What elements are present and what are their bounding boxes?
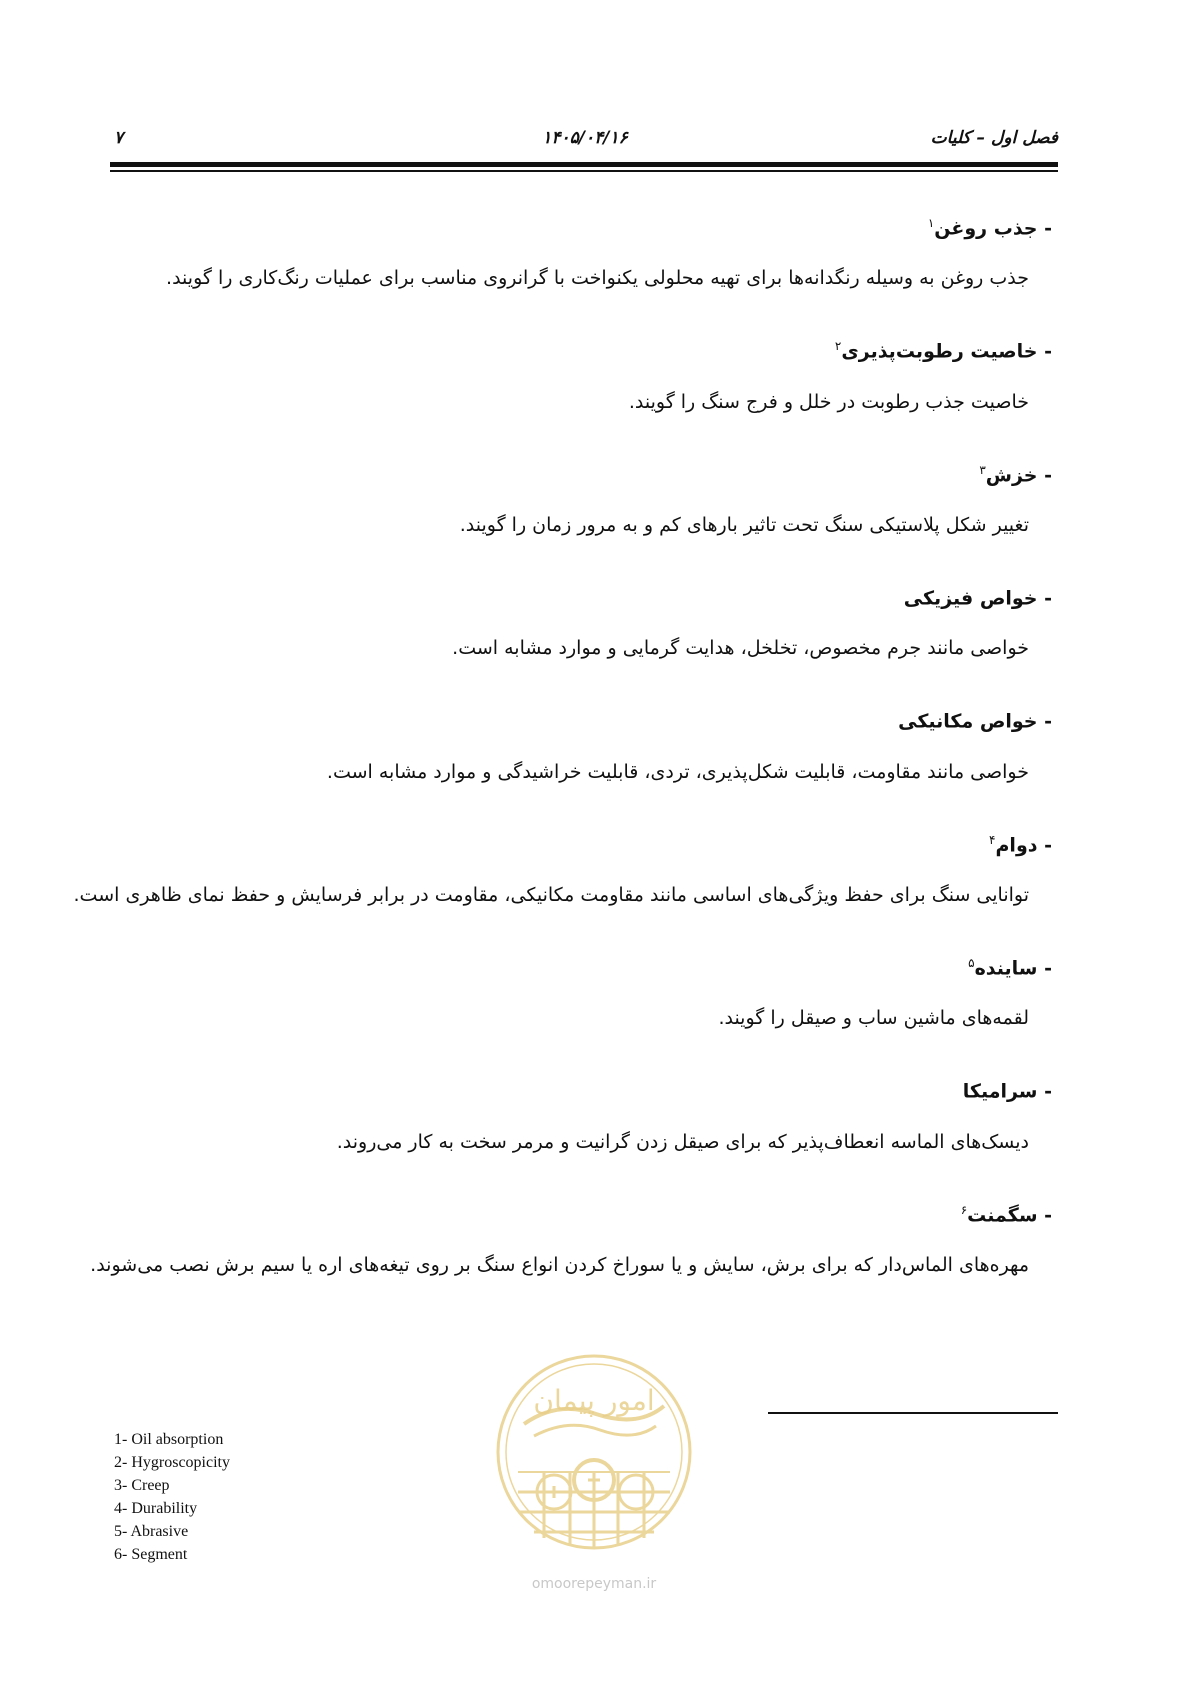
- footnote-ref: ۳: [979, 462, 986, 477]
- footnote-separator: [768, 1412, 1058, 1414]
- term-heading: [112, 698, 1058, 739]
- glossary-entry: [112, 328, 1058, 419]
- term-label: - سگمنت: [967, 1203, 1052, 1226]
- chapter-title: فصل اول – کلیات: [930, 128, 1058, 148]
- page-header: [112, 128, 1058, 154]
- term-label: - خواص فیزیکی: [903, 587, 1052, 610]
- watermark-logo: [488, 1352, 700, 1602]
- term-heading: [112, 575, 1058, 616]
- term-definition: توانایی سنگ برای حفظ ویژگی‌های اساسی مانند مقاومت مکانیکی، مقاومت در برابر فرسایش و حفظ نمای ظاهری است.: [73, 883, 1029, 906]
- term-label: - خاصیت رطوبت‌پذیری: [841, 340, 1052, 363]
- glossary-entry: [112, 205, 1058, 296]
- term-heading: [112, 205, 1058, 246]
- term-label: - جذب روغن: [934, 217, 1052, 240]
- footnote-ref: ۶: [960, 1202, 968, 1217]
- term-heading: [112, 328, 1058, 369]
- page-number: ۷: [114, 128, 124, 148]
- footnote-ref: ۵: [968, 955, 975, 970]
- glossary-entry: [112, 945, 1058, 1036]
- footnote-item: 3- Creep: [114, 1477, 170, 1494]
- footnote-item: 2- Hygroscopicity: [114, 1454, 230, 1471]
- term-definition: خواصی مانند جرم مخصوص، تخلخل، هدایت گرمایی و موارد مشابه است.: [452, 637, 1029, 660]
- footnote-ref: ۱: [927, 216, 935, 230]
- glossary-entry: [73, 822, 1058, 913]
- footnote-ref: ۴: [989, 832, 996, 847]
- watermark-logo-text: امور پیمان: [533, 1384, 655, 1417]
- term-heading: [112, 945, 1058, 986]
- term-label: - خواص مکانیکی: [898, 710, 1052, 733]
- watermark-website: omoorepeyman.ir: [531, 1576, 657, 1592]
- term-definition: لقمه‌های ماشین ساب و صیقل را گویند.: [718, 1007, 1029, 1030]
- term-label: - خزش: [985, 463, 1052, 486]
- glossary-entry: [112, 1068, 1058, 1159]
- term-definition: جذب روغن به وسیله رنگدانه‌ها برای تهیه محلولی یکنواخت با گرانروی مناسب برای عملیات رنگ‌کاری را گویند.: [166, 267, 1029, 290]
- term-label: - سرامیکا: [962, 1080, 1052, 1103]
- glossary-entry: [112, 698, 1058, 789]
- term-label: - ساینده: [974, 957, 1052, 980]
- term-heading: [112, 1068, 1058, 1109]
- watermark-seal-icon: [488, 1352, 700, 1602]
- footnote-item: 6- Segment: [114, 1546, 188, 1563]
- footnote-item: 4- Durability: [114, 1500, 198, 1517]
- glossary-body: [73, 205, 1058, 1283]
- term-definition: دیسک‌های الماسه انعطاف‌پذیر که برای صیقل زدن گرانیت و مرمر سخت به کار می‌روند.: [336, 1130, 1029, 1153]
- header-date: ۱۴۰۵/۰۴/۱۶: [542, 128, 628, 148]
- header-rule-thick: [110, 162, 1058, 167]
- term-label: - دوام: [995, 833, 1052, 856]
- footnote-ref: ۲: [834, 339, 842, 354]
- header-rule-thin: [110, 170, 1058, 172]
- footnote-item: 1- Oil absorption: [114, 1431, 224, 1448]
- term-definition: خاصیت جذب رطوبت در خلل و فرج سنگ را گویند.: [628, 390, 1029, 413]
- term-heading: [112, 1192, 1058, 1233]
- footnotes: [114, 1428, 474, 1566]
- term-definition: تغییر شکل پلاستیکی سنگ تحت تاثیر بارهای کم و به مرور زمان را گویند.: [459, 513, 1029, 536]
- glossary-entry: [112, 452, 1058, 543]
- term-heading: [112, 822, 1058, 863]
- term-heading: [112, 452, 1058, 493]
- term-definition: مهره‌های الماس‌دار که برای برش، سایش و یا سوراخ کردن انواع سنگ بر روی تیغه‌های اره یا سیم برش نصب می‌شوند.: [90, 1253, 1029, 1276]
- glossary-entry: [112, 575, 1058, 666]
- glossary-entry: [90, 1192, 1058, 1283]
- term-definition: خواصی مانند مقاومت، قابلیت شکل‌پذیری، تردی، قابلیت خراشیدگی و موارد مشابه است.: [326, 760, 1029, 783]
- footnote-item: 5- Abrasive: [114, 1523, 189, 1540]
